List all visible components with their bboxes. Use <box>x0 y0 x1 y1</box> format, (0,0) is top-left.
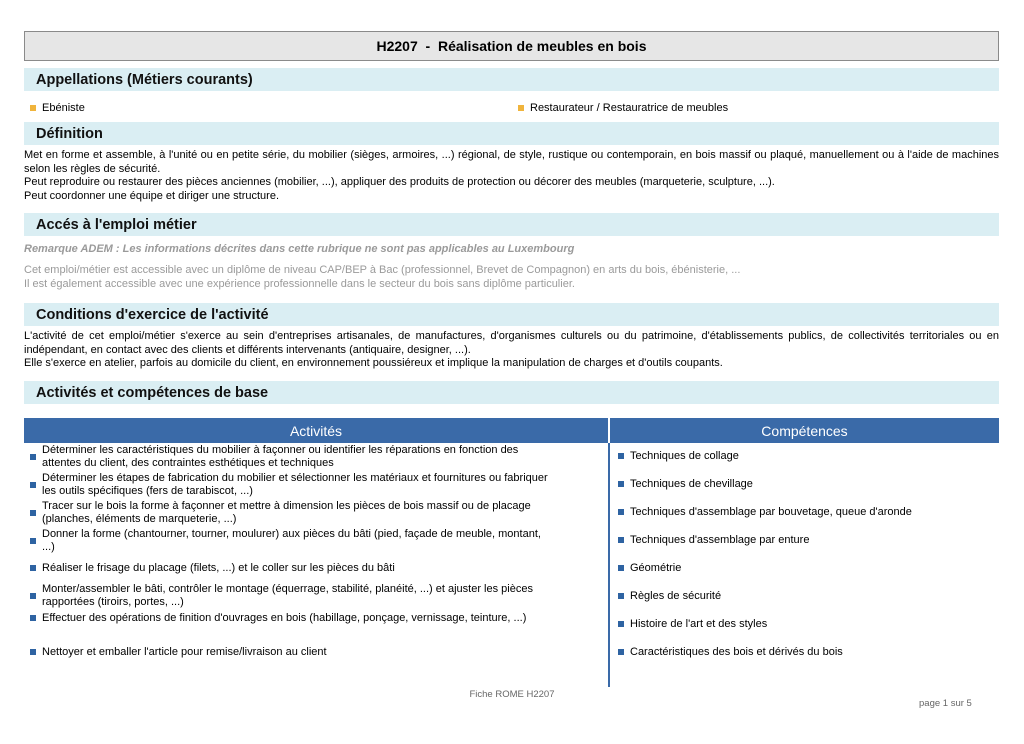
table-row <box>618 504 988 520</box>
appellation-item <box>518 102 728 114</box>
bullet-icon <box>618 509 624 515</box>
definition-line: Peut coordonner une équipe et diriger une structure. <box>24 189 279 202</box>
page-number: page 1 sur 5 <box>919 698 972 709</box>
definition-line: Met en forme et assemble, à l'unité ou en petite série, du mobilier (sièges, armoires, ...) régional, de style, rustique ou contemporain, en bois massif ou plaqué, manuellement ou à l'aide de machines selon les règles de sécurité. <box>24 149 999 175</box>
activite-text: Déterminer les caractéristiques du mobilier à façonner ou identifier les réparations en fonction des attentes du client, des contraintes esthétiques et techniques <box>42 444 519 469</box>
acces-remark: Remarque ADEM : Les informations décrites dans cette rubrique ne sont pas applicables au Luxembourg <box>24 243 575 255</box>
bullet-icon <box>30 510 36 516</box>
bullet-icon <box>30 565 36 571</box>
bullet-icon <box>518 105 524 111</box>
acces-line: Cet emploi/métier est accessible avec un diplôme de niveau CAP/BEP à Bac (professionnel, Brevet de Compagnon) en arts du bois, ébénisterie, ... <box>24 264 741 276</box>
table-row <box>30 560 550 576</box>
bullet-icon <box>618 481 624 487</box>
activite-text: Monter/assembler le bâti, contrôler le montage (équerrage, stabilité, planéité, ...) et ajuster les pièces rapportées (tiroirs, portes, ...) <box>42 583 533 608</box>
conditions-text <box>24 330 999 371</box>
activite-text: Effectuer des opérations de finition d'ouvrages en bois (habillage, ponçage, vernissage, teinture, ...) <box>42 611 527 624</box>
page-title: H2207 - Réalisation de meubles en bois <box>24 31 999 61</box>
bullet-icon <box>30 593 36 599</box>
section-activites: Activités et compétences de base <box>24 381 999 404</box>
competence-text: Règles de sécurité <box>630 589 722 602</box>
competence-text: Techniques de collage <box>630 449 739 462</box>
activite-text: Déterminer les étapes de fabrication du mobilier et sélectionner les matériaux et fournitures ou fabriquer les outils spécifiques (fers de tarabiscot, ...) <box>42 472 548 497</box>
bullet-icon <box>30 105 36 111</box>
table-row <box>30 644 550 660</box>
appellation-label: Restaurateur / Restauratrice de meubles <box>530 102 729 114</box>
activite-text: Nettoyer et emballer l'article pour remise/livraison au client <box>42 645 327 658</box>
bullet-icon <box>618 453 624 459</box>
appellation-label: Ebéniste <box>42 102 85 114</box>
competence-text: Techniques d'assemblage par bouvetage, queue d'aronde <box>630 505 912 518</box>
table-header-activites: Activités <box>24 418 608 443</box>
bullet-icon <box>30 482 36 488</box>
table-row <box>618 448 988 464</box>
table-row <box>30 610 550 626</box>
activite-text: Donner la forme (chantourner, tourner, moulurer) aux pièces du bâti (pied, façade de meuble, montant, ...) <box>42 528 541 553</box>
table-row <box>618 644 988 660</box>
bullet-icon <box>30 615 36 621</box>
competence-text: Caractéristiques des bois et dérivés du bois <box>630 645 843 658</box>
table-row <box>618 532 988 548</box>
table-row <box>618 588 988 604</box>
footer-label: Fiche ROME H2207 <box>469 689 555 700</box>
table-header-competences: Compétences <box>610 418 999 443</box>
conditions-line: Elle s'exerce en atelier, parfois au domicile du client, en environnement poussiéreux et implique la manipulation de charges et d'outils coupants. <box>24 357 723 370</box>
table-row <box>618 616 988 632</box>
appellation-item <box>30 102 85 114</box>
table-row <box>30 471 550 499</box>
competence-text: Géométrie <box>630 561 682 574</box>
bullet-icon <box>30 649 36 655</box>
activite-text: Tracer sur le bois la forme à façonner et mettre à dimension les pièces de bois massif ou de placage (planches, éléments de marqueterie, ...) <box>42 500 531 525</box>
acces-text <box>24 264 999 291</box>
table-row <box>618 560 988 576</box>
table-row <box>618 476 988 492</box>
competence-text: Techniques de chevillage <box>630 477 753 490</box>
bullet-icon <box>618 593 624 599</box>
bullet-icon <box>30 538 36 544</box>
bullet-icon <box>618 565 624 571</box>
table-row <box>30 443 550 471</box>
section-conditions: Conditions d'exercice de l'activité <box>24 303 999 326</box>
bullet-icon <box>618 537 624 543</box>
section-appellations: Appellations (Métiers courants) <box>24 68 999 91</box>
definition-line: Peut reproduire ou restaurer des pièces anciennes (mobilier, ...), appliquer des produits de protection ou décorer des meubles (marqueterie, sculpture, ...). <box>24 176 775 189</box>
table-divider <box>608 443 610 687</box>
conditions-line: L'activité de cet emploi/métier s'exerce au sein d'entreprises artisanales, de manufactures, d'organismes culturels ou du patrimoine, d'établissements publics, de collectivités territoriales ou en indépendant, en contact avec des clients et différents intervenants (antiquaire, designer, ...). <box>24 330 999 356</box>
bullet-icon <box>618 649 624 655</box>
competence-text: Techniques d'assemblage par enture <box>630 533 810 546</box>
section-definition: Définition <box>24 122 999 145</box>
table-row <box>30 527 550 555</box>
table-row <box>30 499 550 527</box>
acces-line: Il est également accessible avec une expérience professionnelle dans le secteur du bois sans diplôme particulier. <box>24 277 575 290</box>
bullet-icon <box>30 454 36 460</box>
definition-text <box>24 149 999 203</box>
activite-text: Réaliser le frisage du placage (filets, ...) et le coller sur les pièces du bâti <box>42 561 395 574</box>
competence-text: Histoire de l'art et des styles <box>630 617 768 630</box>
table-row <box>30 582 550 610</box>
section-acces: Accés à l'emploi métier <box>24 213 999 236</box>
bullet-icon <box>618 621 624 627</box>
